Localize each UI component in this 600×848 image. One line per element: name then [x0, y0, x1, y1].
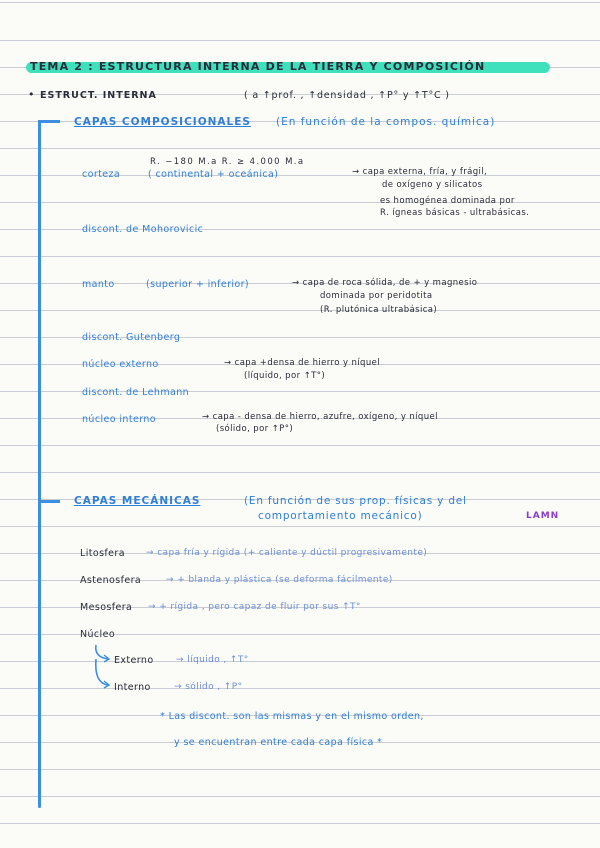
interno-label: Interno	[114, 682, 151, 693]
heading-note: ( a ↑prof. , ↑densidad , ↑P° y ↑T°C )	[244, 90, 450, 101]
nucleo-externo-desc-2: (líquido, por ↑T°)	[244, 371, 326, 381]
heading-label: ESTRUCT. INTERNA	[40, 90, 157, 101]
nucleo-interno-desc-2: (sólido, por ↑P°)	[216, 424, 294, 434]
manto-desc-3: (R. plutónica ultrabásica)	[320, 305, 438, 315]
heading-bullet: •	[28, 88, 35, 101]
externo-desc: → líquido , ↑T°	[176, 655, 249, 665]
note-line-2: y se encuentran entre cada capa física *	[174, 737, 383, 748]
bracket-arm-compositional	[38, 120, 60, 123]
externo-label: Externo	[114, 655, 154, 666]
mechanical-subtitle-1: (En función de sus prop. físicas y del	[244, 495, 467, 507]
corteza-desc-3: es homogénea dominada por	[380, 196, 515, 206]
manto-desc-2: dominada por peridotita	[320, 291, 433, 301]
nucleo-externo-label: núcleo externo	[82, 359, 159, 370]
corteza-desc-4: R. ígneas básicas - ultrabásicas.	[380, 208, 530, 218]
discont-lehmann: discont. de Lehmann	[82, 387, 190, 398]
bracket-arm-mechanical	[38, 500, 60, 503]
corteza-desc-2: de oxígeno y silicatos	[382, 180, 483, 190]
mesosfera-label: Mesosfera	[80, 602, 133, 613]
corteza-desc-1: → capa externa, fría, y frágil,	[352, 167, 488, 177]
nucleo-branch-arrows	[90, 643, 116, 695]
nucleo-label: Núcleo	[80, 629, 116, 640]
nucleo-externo-desc-1: → capa +densa de hierro y níquel	[224, 358, 381, 368]
astenosfera-label: Astenosfera	[80, 575, 142, 586]
mechanical-title: CAPAS MECÁNICAS	[74, 495, 201, 507]
corteza-detail: ( continental + oceánica)	[148, 169, 279, 180]
manto-label: manto	[82, 279, 115, 290]
interno-desc: → sólido , ↑P°	[174, 682, 243, 692]
discont-gutenberg: discont. Gutenberg	[82, 332, 181, 343]
manto-desc-1: → capa de roca sólida, de + y magnesio	[292, 278, 478, 288]
corteza-label: corteza	[82, 169, 121, 180]
mesosfera-desc: → + rígida , pero capaz de fluir por sus ↑T°	[148, 602, 361, 612]
astenosfera-desc: → + blanda y plástica (se deforma fácilmente)	[166, 575, 393, 585]
compositional-title: CAPAS COMPOSICIONALES	[74, 116, 251, 128]
nucleo-interno-desc-1: → capa - densa de hierro, azufre, oxígeno, y níquel	[202, 412, 438, 422]
nucleo-interno-label: núcleo interno	[82, 414, 156, 425]
manto-detail: (superior + inferior)	[146, 279, 250, 290]
mechanical-subtitle-2: comportamiento mecánico)	[258, 510, 423, 522]
corteza-top-notes: R. −180 M.a R. ≥ 4.000 M.a	[150, 157, 305, 167]
discont-mohorovicic: discont. de Mohorovicic	[82, 224, 204, 235]
mechanical-tag: LAMN	[526, 511, 560, 521]
compositional-subtitle: (En función de la compos. química)	[276, 116, 496, 128]
outline-bracket	[38, 120, 41, 808]
litosfera-desc: → capa fría y rígida (+ caliente y dúctil progresivamente)	[146, 548, 428, 558]
page-title: TEMA 2 : ESTRUCTURA INTERNA DE LA TIERRA Y COMPOSICIÓN	[30, 60, 486, 73]
litosfera-label: Litosfera	[80, 548, 125, 559]
note-line-1: * Las discont. son las mismas y en el mismo orden,	[160, 711, 424, 722]
